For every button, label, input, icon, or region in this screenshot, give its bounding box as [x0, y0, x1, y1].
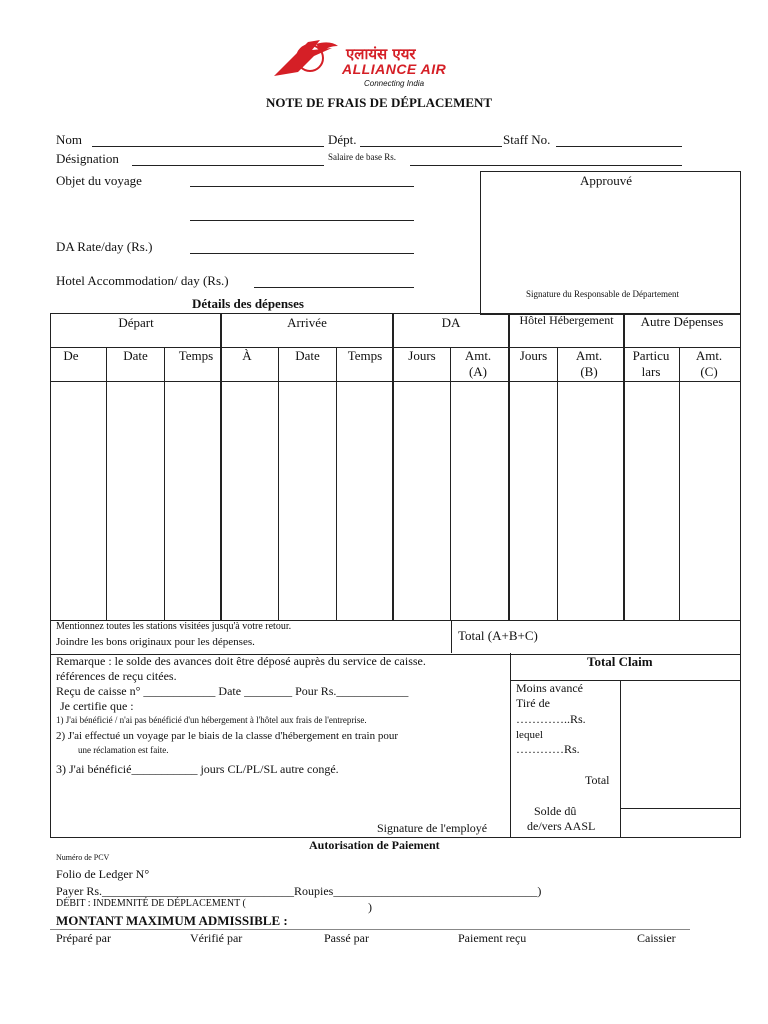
approval-signature: Signature du Responsable de Département: [526, 289, 679, 299]
da-rate-input[interactable]: [190, 253, 414, 254]
footer-caissier: Caissier: [637, 931, 676, 945]
sub-temps-2: Temps: [347, 348, 383, 363]
sub-amt-c: Amt. (C): [695, 348, 723, 379]
objet-input-2[interactable]: [190, 220, 414, 221]
sub-de: De: [63, 348, 79, 363]
pcv-label: Numéro de PCV: [56, 853, 110, 862]
payment-title: Autorisation de Paiement: [309, 838, 440, 852]
lequel: lequel: [516, 729, 543, 741]
footer-passe: Passé par: [324, 931, 369, 945]
moins-avance: Moins avancé: [516, 681, 583, 695]
dept-input[interactable]: [360, 146, 502, 147]
payer-line: Payer Rs.________________________________Roupies__________________________________): [56, 884, 542, 898]
col-da: DA: [441, 315, 461, 330]
debit-close: ): [368, 900, 372, 914]
salaire-input[interactable]: [410, 165, 682, 166]
logo-hindi: एलायंस एयर: [346, 45, 416, 63]
sub-date-1: Date: [123, 348, 148, 363]
debit-label: DÉBIT : INDEMNITÉ DE DÉPLACEMENT (: [56, 898, 246, 909]
alliance-air-logo-icon: [268, 36, 348, 84]
total-claim: Total Claim: [587, 654, 653, 669]
sub-jours-2: Jours: [519, 348, 548, 363]
table-note-2: Joindre les bons originaux pour les dépenses.: [56, 636, 255, 648]
logo-name: ALLIANCE AIR: [342, 61, 447, 77]
footer-verifie: Vérifié par: [190, 931, 243, 945]
sub-a: À: [242, 348, 252, 363]
table-title: Détails des dépenses: [192, 296, 304, 311]
objet-input-1[interactable]: [190, 186, 414, 187]
sub-amt-b: Amt. (B): [575, 348, 603, 379]
signature-employe: Signature de l'employé: [377, 821, 488, 835]
remark-2: références de reçu citées.: [56, 669, 177, 683]
sub-amt-a: Amt. (A): [464, 348, 492, 379]
table-note-1: Mentionnez toutes les stations visitées jusqu'à votre retour.: [56, 621, 292, 632]
staff-no-input[interactable]: [556, 146, 682, 147]
recu-line: Reçu de caisse n° ____________ Date ________ Pour Rs.____________: [56, 684, 409, 698]
nom-label: Nom: [56, 132, 82, 147]
col-autre: Autre Dépenses: [640, 314, 724, 329]
rs-1: …………..Rs.: [516, 712, 586, 726]
certif-1: 1) J'ai bénéficié / n'ai pas bénéficié d'un hébergement à l'hôtel aux frais de l'entreprise.: [56, 715, 367, 725]
footer-paiement: Paiement reçu: [458, 931, 527, 945]
salaire-label: Salaire de base Rs.: [328, 152, 396, 162]
hotel-label: Hotel Accommodation/ day (Rs.): [56, 273, 229, 288]
certif-2b: une réclamation est faite.: [78, 745, 169, 755]
remark-1: Remarque : le solde des avances doit être déposé auprès du service de caisse.: [56, 654, 426, 668]
folio-label: Folio de Ledger N°: [56, 867, 150, 881]
hotel-input[interactable]: [254, 287, 414, 288]
sub-particulars: Particu lars: [632, 348, 670, 379]
solde-du: Solde dû: [534, 804, 577, 818]
logo: [268, 36, 508, 92]
montant-label: MONTANT MAXIMUM ADMISSIBLE :: [56, 913, 288, 928]
sub-jours-1: Jours: [408, 348, 436, 363]
designation-label: Désignation: [56, 151, 119, 166]
col-arrivee: Arrivée: [287, 315, 327, 330]
footer-prepare: Préparé par: [56, 931, 111, 945]
objet-label: Objet du voyage: [56, 173, 142, 188]
logo-tagline: Connecting India: [364, 79, 425, 88]
certif-3: 3) J'ai bénéficié___________ jours CL/PL/SL autre congé.: [56, 762, 339, 776]
designation-input[interactable]: [132, 165, 324, 166]
dept-label: Dépt.: [328, 132, 357, 147]
rs-2: …………Rs.: [516, 742, 580, 756]
staff-no-label: Staff No.: [503, 132, 551, 147]
certif-2: 2) J'ai effectué un voyage par le biais de la classe d'hébergement en train pour: [56, 730, 398, 742]
sub-date-2: Date: [295, 348, 320, 363]
sub-temps-1: Temps: [178, 348, 214, 363]
col-depart: Départ: [118, 315, 154, 330]
total-abc: Total (A+B+C): [458, 628, 538, 643]
page-title: NOTE DE FRAIS DE DÉPLACEMENT: [266, 95, 493, 110]
claim-total: Total: [585, 773, 610, 787]
certifie-label: Je certifie que :: [60, 699, 134, 713]
tire-de: Tiré de: [516, 696, 550, 710]
solde-vers: de/vers AASL: [527, 819, 596, 833]
da-rate-label: DA Rate/day (Rs.): [56, 239, 153, 254]
col-hotel: Hôtel Hébergement: [519, 313, 614, 327]
nom-input[interactable]: [92, 146, 324, 147]
approuve-label: Approuvé: [580, 173, 632, 188]
